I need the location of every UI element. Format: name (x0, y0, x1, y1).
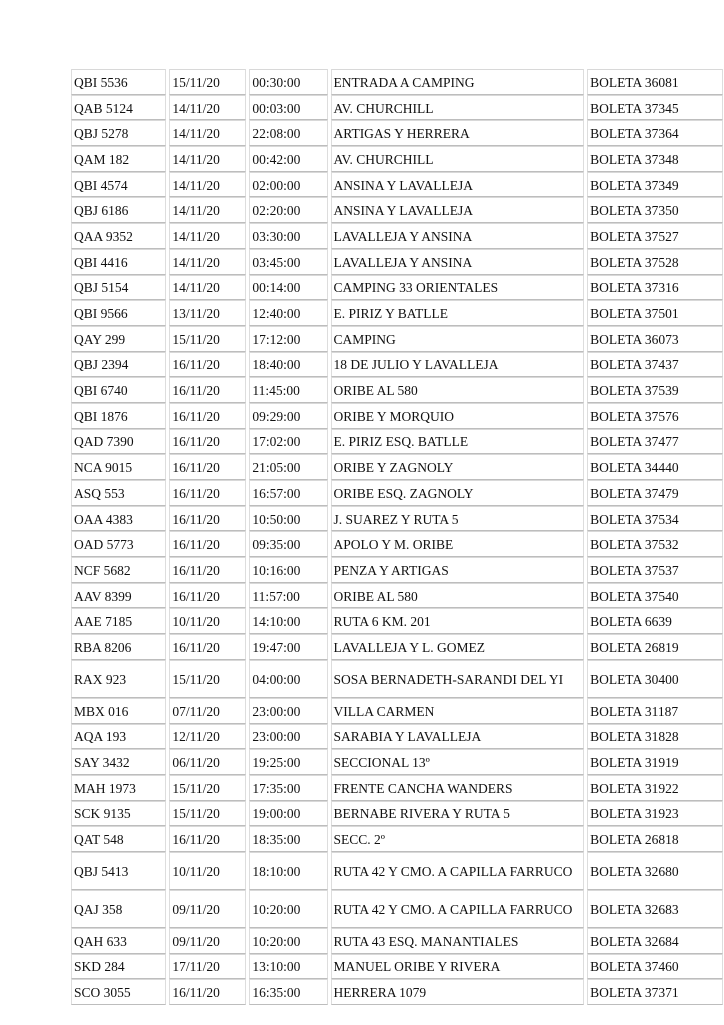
time-cell: 18:10:00 (249, 852, 327, 890)
table-row (71, 506, 723, 532)
location-cell: RUTA 6 KM. 201 (331, 608, 585, 634)
table-row (71, 749, 723, 775)
date-cell: 14/11/20 (169, 172, 246, 198)
date-cell: 14/11/20 (169, 275, 246, 301)
time-cell: 09:35:00 (249, 531, 327, 557)
time-cell: 00:14:00 (249, 275, 327, 301)
table-row (71, 979, 723, 1005)
time-cell: 16:35:00 (249, 979, 327, 1005)
date-cell: 16/11/20 (169, 403, 246, 429)
table-row (71, 377, 723, 403)
time-cell: 12:40:00 (249, 300, 327, 326)
date-cell: 16/11/20 (169, 634, 246, 660)
date-cell: 14/11/20 (169, 249, 246, 275)
table-row (71, 95, 723, 121)
location-cell: ENTRADA A CAMPING (331, 69, 585, 95)
ticket-cell: BOLETA 32680 (587, 852, 723, 890)
location-cell: BERNABE RIVERA Y RUTA 5 (331, 801, 585, 827)
location-cell: RUTA 42 Y CMO. A CAPILLA FARRUCO (331, 890, 585, 928)
location-cell: J. SUAREZ Y RUTA 5 (331, 506, 585, 532)
date-cell: 16/11/20 (169, 377, 246, 403)
plate-cell: SCO 3055 (71, 979, 166, 1005)
location-cell: APOLO Y M. ORIBE (331, 531, 585, 557)
date-cell: 10/11/20 (169, 608, 246, 634)
time-cell: 02:20:00 (249, 197, 327, 223)
date-cell: 15/11/20 (169, 660, 246, 698)
time-cell: 13:10:00 (249, 954, 327, 980)
plate-cell: QBI 4574 (71, 172, 166, 198)
location-cell: SARABIA Y LAVALLEJA (331, 724, 585, 750)
plate-cell: QAD 7390 (71, 429, 166, 455)
ticket-cell: BOLETA 31828 (587, 724, 723, 750)
plate-cell: SAY 3432 (71, 749, 166, 775)
ticket-cell: BOLETA 32683 (587, 890, 723, 928)
ticket-cell: BOLETA 26819 (587, 634, 723, 660)
date-cell: 16/11/20 (169, 429, 246, 455)
date-cell: 14/11/20 (169, 95, 246, 121)
plate-cell: QAJ 358 (71, 890, 166, 928)
plate-cell: QAB 5124 (71, 95, 166, 121)
plate-cell: QBI 5536 (71, 69, 166, 95)
plate-cell: SKD 284 (71, 954, 166, 980)
table-row (71, 724, 723, 750)
ticket-cell: BOLETA 37349 (587, 172, 723, 198)
location-cell: CAMPING (331, 326, 585, 352)
ticket-cell: BOLETA 36073 (587, 326, 723, 352)
time-cell: 00:30:00 (249, 69, 327, 95)
date-cell: 14/11/20 (169, 146, 246, 172)
ticket-cell: BOLETA 37364 (587, 120, 723, 146)
location-cell: ORIBE Y ZAGNOLY (331, 454, 585, 480)
time-cell: 17:12:00 (249, 326, 327, 352)
plate-cell: MBX 016 (71, 698, 166, 724)
date-cell: 16/11/20 (169, 531, 246, 557)
location-cell: SECCIONAL 13º (331, 749, 585, 775)
time-cell: 19:47:00 (249, 634, 327, 660)
date-cell: 16/11/20 (169, 454, 246, 480)
plate-cell: AQA 193 (71, 724, 166, 750)
date-cell: 16/11/20 (169, 557, 246, 583)
date-cell: 13/11/20 (169, 300, 246, 326)
table-row (71, 326, 723, 352)
time-cell: 23:00:00 (249, 724, 327, 750)
table-row (71, 300, 723, 326)
plate-cell: QAY 299 (71, 326, 166, 352)
ticket-cell: BOLETA 37348 (587, 146, 723, 172)
location-cell: SECC. 2º (331, 826, 585, 852)
time-cell: 10:50:00 (249, 506, 327, 532)
location-cell: ORIBE Y MORQUIO (331, 403, 585, 429)
plate-cell: QAA 9352 (71, 223, 166, 249)
time-cell: 18:40:00 (249, 352, 327, 378)
date-cell: 14/11/20 (169, 197, 246, 223)
ticket-cell: BOLETA 31923 (587, 801, 723, 827)
location-cell: ARTIGAS Y HERRERA (331, 120, 585, 146)
location-cell: AV. CHURCHILL (331, 146, 585, 172)
ticket-cell: BOLETA 37537 (587, 557, 723, 583)
ticket-cell: BOLETA 32684 (587, 928, 723, 954)
time-cell: 14:10:00 (249, 608, 327, 634)
ticket-cell: BOLETA 37527 (587, 223, 723, 249)
location-cell: RUTA 42 Y CMO. A CAPILLA FARRUCO (331, 852, 585, 890)
location-cell: ORIBE AL 580 (331, 377, 585, 403)
date-cell: 17/11/20 (169, 954, 246, 980)
table-row (71, 775, 723, 801)
table-row (71, 146, 723, 172)
table-row (71, 172, 723, 198)
location-cell: ANSINA Y LAVALLEJA (331, 172, 585, 198)
ticket-cell: BOLETA 37534 (587, 506, 723, 532)
table-row (71, 954, 723, 980)
table-row (71, 852, 723, 890)
date-cell: 12/11/20 (169, 724, 246, 750)
table-row (71, 890, 723, 928)
time-cell: 16:57:00 (249, 480, 327, 506)
location-cell: ANSINA Y LAVALLEJA (331, 197, 585, 223)
date-cell: 15/11/20 (169, 801, 246, 827)
records-table (68, 69, 724, 1005)
location-cell: HERRERA 1079 (331, 979, 585, 1005)
ticket-cell: BOLETA 37539 (587, 377, 723, 403)
time-cell: 19:00:00 (249, 801, 327, 827)
plate-cell: QAH 633 (71, 928, 166, 954)
date-cell: 16/11/20 (169, 979, 246, 1005)
table-row (71, 801, 723, 827)
plate-cell: RBA 8206 (71, 634, 166, 660)
ticket-cell: BOLETA 31919 (587, 749, 723, 775)
time-cell: 22:08:00 (249, 120, 327, 146)
plate-cell: AAE 7185 (71, 608, 166, 634)
ticket-cell: BOLETA 30400 (587, 660, 723, 698)
time-cell: 03:45:00 (249, 249, 327, 275)
plate-cell: QAT 548 (71, 826, 166, 852)
plate-cell: SCK 9135 (71, 801, 166, 827)
plate-cell: QBJ 6186 (71, 197, 166, 223)
ticket-cell: BOLETA 37316 (587, 275, 723, 301)
time-cell: 17:35:00 (249, 775, 327, 801)
table-row (71, 826, 723, 852)
location-cell: LAVALLEJA Y ANSINA (331, 249, 585, 275)
location-cell: SOSA BERNADETH-SARANDI DEL YI (331, 660, 585, 698)
table-row (71, 120, 723, 146)
time-cell: 03:30:00 (249, 223, 327, 249)
table-row (71, 557, 723, 583)
records-table-body (71, 69, 723, 1005)
date-cell: 16/11/20 (169, 352, 246, 378)
ticket-cell: BOLETA 37576 (587, 403, 723, 429)
plate-cell: OAD 5773 (71, 531, 166, 557)
location-cell: MANUEL ORIBE Y RIVERA (331, 954, 585, 980)
plate-cell: NCF 5682 (71, 557, 166, 583)
ticket-cell: BOLETA 37532 (587, 531, 723, 557)
ticket-cell: BOLETA 37437 (587, 352, 723, 378)
ticket-cell: BOLETA 37479 (587, 480, 723, 506)
date-cell: 16/11/20 (169, 826, 246, 852)
plate-cell: RAX 923 (71, 660, 166, 698)
plate-cell: MAH 1973 (71, 775, 166, 801)
time-cell: 04:00:00 (249, 660, 327, 698)
plate-cell: QBI 6740 (71, 377, 166, 403)
time-cell: 00:42:00 (249, 146, 327, 172)
plate-cell: AAV 8399 (71, 583, 166, 609)
ticket-cell: BOLETA 37350 (587, 197, 723, 223)
time-cell: 19:25:00 (249, 749, 327, 775)
time-cell: 10:16:00 (249, 557, 327, 583)
ticket-cell: BOLETA 37501 (587, 300, 723, 326)
ticket-cell: BOLETA 36081 (587, 69, 723, 95)
table-row (71, 249, 723, 275)
date-cell: 10/11/20 (169, 852, 246, 890)
ticket-cell: BOLETA 37371 (587, 979, 723, 1005)
date-cell: 09/11/20 (169, 890, 246, 928)
date-cell: 16/11/20 (169, 583, 246, 609)
ticket-cell: BOLETA 37528 (587, 249, 723, 275)
table-row (71, 197, 723, 223)
date-cell: 15/11/20 (169, 69, 246, 95)
location-cell: ORIBE ESQ. ZAGNOLY (331, 480, 585, 506)
time-cell: 11:57:00 (249, 583, 327, 609)
date-cell: 16/11/20 (169, 506, 246, 532)
plate-cell: QAM 182 (71, 146, 166, 172)
plate-cell: QBJ 2394 (71, 352, 166, 378)
time-cell: 17:02:00 (249, 429, 327, 455)
table-row (71, 608, 723, 634)
time-cell: 02:00:00 (249, 172, 327, 198)
table-row (71, 403, 723, 429)
location-cell: AV. CHURCHILL (331, 95, 585, 121)
table-row (71, 223, 723, 249)
date-cell: 15/11/20 (169, 775, 246, 801)
plate-cell: QBJ 5278 (71, 120, 166, 146)
plate-cell: QBJ 5413 (71, 852, 166, 890)
table-row (71, 583, 723, 609)
date-cell: 14/11/20 (169, 223, 246, 249)
location-cell: E. PIRIZ ESQ. BATLLE (331, 429, 585, 455)
plate-cell: QBJ 5154 (71, 275, 166, 301)
date-cell: 15/11/20 (169, 326, 246, 352)
table-row (71, 429, 723, 455)
ticket-cell: BOLETA 26818 (587, 826, 723, 852)
ticket-cell: BOLETA 34440 (587, 454, 723, 480)
time-cell: 11:45:00 (249, 377, 327, 403)
table-row (71, 698, 723, 724)
location-cell: E. PIRIZ Y BATLLE (331, 300, 585, 326)
time-cell: 00:03:00 (249, 95, 327, 121)
time-cell: 10:20:00 (249, 928, 327, 954)
date-cell: 07/11/20 (169, 698, 246, 724)
time-cell: 23:00:00 (249, 698, 327, 724)
location-cell: 18 DE JULIO Y LAVALLEJA (331, 352, 585, 378)
table-row (71, 480, 723, 506)
date-cell: 14/11/20 (169, 120, 246, 146)
ticket-cell: BOLETA 37345 (587, 95, 723, 121)
time-cell: 10:20:00 (249, 890, 327, 928)
time-cell: 21:05:00 (249, 454, 327, 480)
table-row (71, 454, 723, 480)
date-cell: 16/11/20 (169, 480, 246, 506)
plate-cell: QBI 9566 (71, 300, 166, 326)
table-row (71, 275, 723, 301)
ticket-cell: BOLETA 37460 (587, 954, 723, 980)
location-cell: VILLA CARMEN (331, 698, 585, 724)
date-cell: 09/11/20 (169, 928, 246, 954)
ticket-cell: BOLETA 31187 (587, 698, 723, 724)
table-row (71, 928, 723, 954)
location-cell: CAMPING 33 ORIENTALES (331, 275, 585, 301)
plate-cell: OAA 4383 (71, 506, 166, 532)
ticket-cell: BOLETA 31922 (587, 775, 723, 801)
location-cell: LAVALLEJA Y ANSINA (331, 223, 585, 249)
location-cell: FRENTE CANCHA WANDERS (331, 775, 585, 801)
date-cell: 06/11/20 (169, 749, 246, 775)
location-cell: LAVALLEJA Y L. GOMEZ (331, 634, 585, 660)
plate-cell: ASQ 553 (71, 480, 166, 506)
plate-cell: NCA 9015 (71, 454, 166, 480)
time-cell: 09:29:00 (249, 403, 327, 429)
ticket-cell: BOLETA 37477 (587, 429, 723, 455)
location-cell: PENZA Y ARTIGAS (331, 557, 585, 583)
table-row (71, 531, 723, 557)
location-cell: ORIBE AL 580 (331, 583, 585, 609)
table-row (71, 352, 723, 378)
ticket-cell: BOLETA 37540 (587, 583, 723, 609)
table-row (71, 660, 723, 698)
plate-cell: QBI 1876 (71, 403, 166, 429)
ticket-cell: BOLETA 6639 (587, 608, 723, 634)
table-row (71, 69, 723, 95)
plate-cell: QBI 4416 (71, 249, 166, 275)
time-cell: 18:35:00 (249, 826, 327, 852)
table-row (71, 634, 723, 660)
location-cell: RUTA 43 ESQ. MANANTIALES (331, 928, 585, 954)
